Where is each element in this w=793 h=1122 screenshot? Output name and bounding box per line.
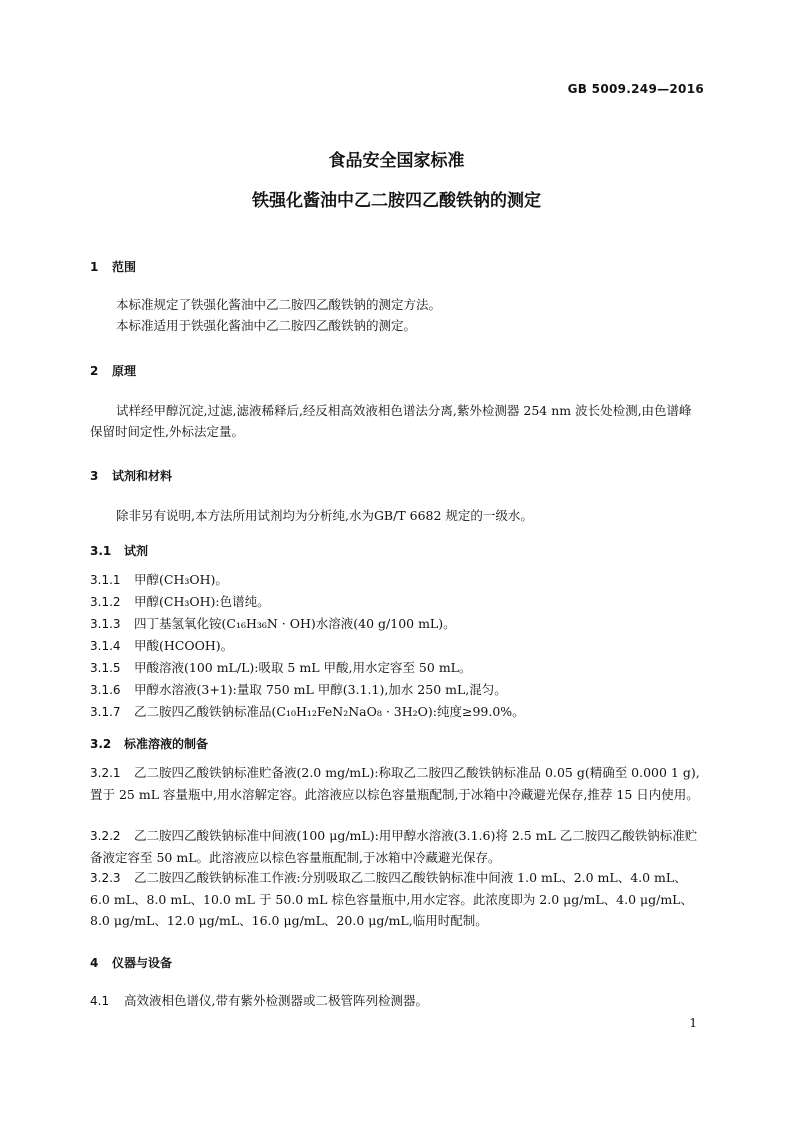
- item-number: 3.1.2: [90, 595, 121, 609]
- paragraph: 试样经甲醇沉淀,过滤,滤液稀释后,经反相高效液相色谱法分离,紫外检测器 254 nm 波长处检测,由色谱峰保留时间定性,外标法定量。: [90, 403, 692, 439]
- item-number: 3.2.1: [90, 766, 121, 780]
- list-item: [90, 635, 704, 657]
- section-number: 3.1: [90, 544, 112, 558]
- list-item: [90, 657, 704, 679]
- section-3-heading: [90, 467, 172, 484]
- list-item: [90, 762, 704, 805]
- list-item: [90, 591, 704, 613]
- list-item: [90, 569, 704, 591]
- list-item: [90, 990, 704, 1012]
- item-number: 3.1.6: [90, 683, 121, 697]
- list-item: [90, 613, 704, 635]
- paragraph: 除非另有说明,本方法所用试剂均为分析纯,水为GB/T 6682 规定的一级水。: [116, 508, 533, 523]
- item-text: 乙二胺四乙酸铁钠标准品(C₁₀H₁₂FeN₂NaO₈ · 3H₂O):纯度≥99.0%。: [134, 704, 525, 719]
- item-number: 3.1.4: [90, 639, 121, 653]
- subsection-3-2-heading: [90, 735, 208, 752]
- item-number: 3.1.7: [90, 705, 121, 719]
- list-item: [90, 867, 704, 931]
- item-number: 3.1.1: [90, 573, 121, 587]
- item-text: 乙二胺四乙酸铁钠标准贮备液(2.0 mg/mL):称取乙二胺四乙酸铁钠标准品 0.05 g(精确至 0.000 1 g),置于 25 mL 容量瓶中,用水溶解定容。此溶液应以棕色容量瓶配制,于冰箱中冷藏避光保存,推荐 15 日内使用。: [90, 765, 700, 802]
- standard-code: GB 5009.249—2016: [567, 82, 704, 96]
- section-title: 标准溶液的制备: [124, 737, 209, 751]
- section-4-heading: [90, 954, 172, 971]
- list-item: [90, 701, 704, 723]
- item-number: 3.2.3: [90, 871, 121, 885]
- paragraph: 本标准规定了铁强化酱油中乙二胺四乙酸铁钠的测定方法。: [116, 297, 442, 312]
- item-text: 高效液相色谱仪,带有紫外检测器或二极管阵列检测器。: [124, 993, 428, 1008]
- item-text: 甲醇(CH₃OH):色谱纯。: [134, 594, 270, 609]
- paragraph: 本标准适用于铁强化酱油中乙二胺四乙酸铁钠的测定。: [116, 318, 417, 333]
- section-number: 2: [90, 364, 99, 378]
- section-number: 3.2: [90, 737, 112, 751]
- item-number: 4.1: [90, 994, 110, 1008]
- section-title: 范围: [112, 260, 137, 274]
- document-title-line1: 食品安全国家标准: [328, 151, 465, 171]
- item-text: 甲酸溶液(100 mL/L):吸取 5 mL 甲酸,用水定容至 50 mL。: [134, 660, 472, 675]
- item-text: 乙二胺四乙酸铁钠标准工作液:分别吸取乙二胺四乙酸铁钠标准中间液 1.0 mL、2.0 mL、4.0 mL、6.0 mL、8.0 mL、10.0 mL 于 50.0 mL 棕色容量瓶中,用水定容。此浓度即为 2.0 μg/mL、4.0 μg/mL、8.0 μg/mL、12.0 μg/mL、16.0 μg/mL、20.0 μg/mL,临用时配制。: [90, 870, 693, 928]
- section-number: 3: [90, 469, 99, 483]
- document-title-line2: 铁强化酱油中乙二胺四乙酸铁钠的测定: [252, 191, 541, 211]
- section-number: 4: [90, 956, 99, 970]
- section-2-heading: [90, 362, 136, 379]
- item-text: 甲酸(HCOOH)。: [134, 638, 234, 653]
- page-number: 1: [689, 1016, 697, 1030]
- list-item: [90, 825, 704, 868]
- section-1-heading: [90, 258, 136, 275]
- item-number: 3.1.3: [90, 617, 121, 631]
- item-text: 四丁基氢氧化铵(C₁₆H₃₆N · OH)水溶液(40 g/100 mL)。: [134, 616, 456, 631]
- section-number: 1: [90, 260, 99, 274]
- item-text: 甲醇水溶液(3+1):量取 750 mL 甲醇(3.1.1),加水 250 mL,混匀。: [134, 682, 507, 697]
- item-text: 甲醇(CH₃OH)。: [134, 572, 228, 587]
- item-number: 3.2.2: [90, 829, 121, 843]
- section-title: 试剂和材料: [112, 469, 173, 483]
- subsection-3-1-heading: [90, 542, 148, 559]
- item-number: 3.1.5: [90, 661, 121, 675]
- list-item: [90, 679, 704, 701]
- section-title: 试剂: [124, 544, 149, 558]
- section-title: 仪器与设备: [112, 956, 173, 970]
- section-title: 原理: [112, 364, 137, 378]
- item-text: 乙二胺四乙酸铁钠标准中间液(100 μg/mL):用甲醇水溶液(3.1.6)将 2.5 mL 乙二胺四乙酸铁钠标准贮备液定容至 50 mL。此溶液应以棕色容量瓶配制,于冰箱中冷藏避光保存。: [90, 828, 698, 865]
